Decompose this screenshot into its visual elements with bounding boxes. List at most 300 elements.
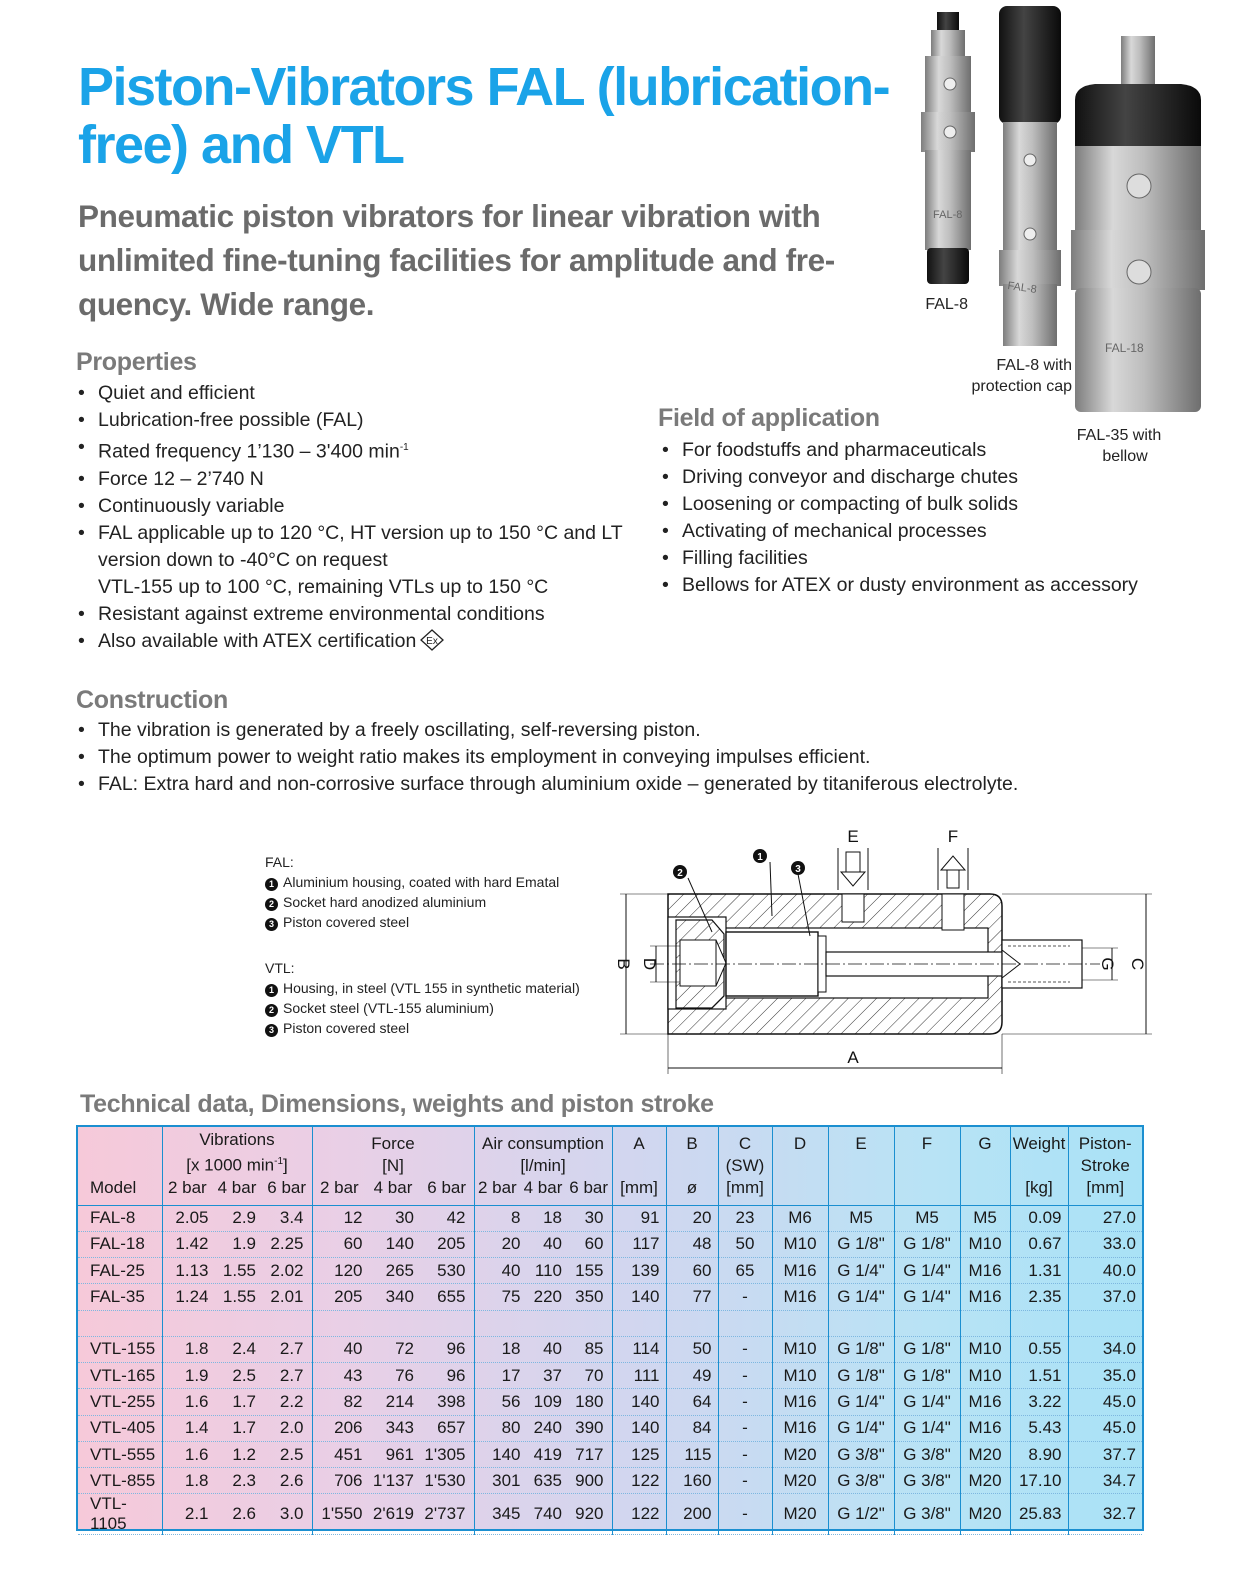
cell-value: 1.9 [184,1365,209,1385]
legend-heading: VTL: [265,960,295,976]
cell-d: M6 [772,1205,828,1231]
cell-value: 1'550 [321,1504,363,1524]
table-row [78,1231,1142,1257]
cell-value: 1.13 [175,1260,209,1280]
cell-g: M5 [960,1205,1010,1231]
col-header-f [894,1127,960,1205]
cell-c: - [718,1494,772,1535]
cell-weight: 5.43 [1010,1415,1068,1441]
cell-value: 920 [575,1504,604,1524]
spacer-cell [1068,1310,1142,1336]
cell-value: 110 [534,1260,562,1280]
value-group [313,1208,474,1228]
cell-air [474,1284,612,1310]
cell-d: M10 [772,1231,828,1257]
cell-e: G 3/8" [828,1468,894,1494]
cell-air [474,1468,612,1494]
caption-line: FAL-35 with [1076,427,1162,444]
superscript: -1 [399,442,409,453]
cell-value: 1'530 [424,1470,466,1490]
cell-vibrations [162,1441,312,1467]
cell-value: 1.7 [232,1418,256,1438]
value-group [475,1261,612,1281]
col-header-d [772,1127,828,1205]
data-table [78,1127,1142,1535]
cell-value: 43 [343,1365,363,1385]
list-item: • The vibration is generated by a freely oscillating, self-reversing piston. [76,717,1076,744]
cell-stroke: 35.0 [1068,1362,1142,1388]
subheader: 2 bar [477,1177,517,1197]
cell-c: - [718,1284,772,1310]
cell-value: 1.6 [184,1444,209,1464]
spacer-cell [474,1310,612,1336]
svg-text:D: D [640,957,659,971]
cell-a: 140 [612,1389,666,1415]
cell-stroke: 45.0 [1068,1415,1142,1441]
header-unit: [mm] [1086,1177,1125,1197]
subheader: 2 bar [319,1177,359,1197]
cell-vibrations [162,1231,312,1257]
cell-weight: 0.55 [1010,1336,1068,1362]
cell-e: G 1/4" [828,1258,894,1284]
cell-value: 75 [501,1287,521,1307]
cell-g: M16 [960,1389,1010,1415]
cell-weight: 0.09 [1010,1205,1068,1231]
cell-model: FAL-18 [78,1231,162,1257]
svg-text:F: F [947,827,959,846]
cell-c: 50 [718,1231,772,1257]
cell-value: 1.24 [175,1287,209,1307]
cell-value: 1.55 [222,1287,256,1307]
legend-text: Socket steel (VTL-155 aluminium) [283,1000,494,1016]
value-group [475,1208,612,1228]
cell-value: 2.5 [232,1365,256,1385]
cell-b: 20 [666,1205,718,1231]
cell-value: 40 [543,1339,562,1359]
list-item: • Force 12 – 2’740 N [76,466,636,493]
cell-force [312,1336,474,1362]
list-item: • Driving conveyor and discharge chutes [660,464,1140,491]
subheader: 4 bar [523,1177,563,1197]
cell-force [312,1362,474,1388]
cell-value: 740 [533,1504,562,1524]
cell-air [474,1415,612,1441]
cell-force [312,1258,474,1284]
cell-b: 77 [666,1284,718,1310]
header-text: Weight [1012,1133,1066,1153]
cell-value: 20 [501,1234,521,1254]
cell-b: 160 [666,1468,718,1494]
cell-value: 2.01 [270,1287,304,1307]
list-item [76,628,636,659]
cell-value: 3.0 [279,1504,304,1524]
cell-model: VTL-255 [78,1389,162,1415]
cell-value: 37 [543,1365,562,1385]
cell-g: M16 [960,1258,1010,1284]
value-group [475,1366,612,1386]
cell-weight: 3.22 [1010,1389,1068,1415]
legend-item [265,912,580,932]
list-item: • For foodstuffs and pharmaceuticals [660,437,1140,464]
cell-g: M16 [960,1284,1010,1310]
list-item: • Continuously variable [76,493,636,520]
cell-value: 140 [492,1444,521,1464]
cell-value: 340 [385,1287,414,1307]
cell-d: M16 [772,1284,828,1310]
header-text: Force [371,1133,415,1153]
legend-text: Socket hard anodized aluminium [283,894,487,910]
header-unit: (SW) [725,1155,765,1175]
cell-weight: 17.10 [1010,1468,1068,1494]
cell-c: - [718,1468,772,1494]
svg-text:1: 1 [757,852,763,863]
cell-value: 1.7 [232,1391,256,1411]
cell-model: VTL-855 [78,1468,162,1494]
cell-a: 122 [612,1468,666,1494]
cell-value: 70 [584,1365,604,1385]
value-group [163,1287,312,1307]
cell-value: 205 [334,1287,363,1307]
cell-b: 50 [666,1336,718,1362]
value-group [313,1418,474,1438]
header-text: Piston- [1078,1133,1132,1153]
cell-d: M20 [772,1468,828,1494]
cell-value: 657 [437,1418,466,1438]
table-row [78,1415,1142,1441]
value-group [163,1445,312,1465]
cell-e: M5 [828,1205,894,1231]
list-item: • Lubrication-free possible (FAL) [76,407,636,434]
svg-text:FAL-8: FAL-8 [1006,279,1038,296]
cell-value: 2.05 [175,1208,209,1228]
cell-air [474,1362,612,1388]
properties-heading: Properties [76,348,197,376]
cell-value: 40 [501,1260,521,1280]
pressure-subheaders [163,1177,312,1199]
cell-d: M16 [772,1258,828,1284]
value-group [475,1471,612,1491]
cell-value: 60 [584,1234,604,1254]
spacer-cell [666,1310,718,1336]
cell-value: 900 [575,1470,604,1490]
number-badge: 3 [265,918,278,931]
col-header-stroke [1068,1127,1142,1205]
cell-value: 120 [334,1260,363,1280]
table-row [78,1362,1142,1388]
caption-line: FAL-8 with [996,357,1072,374]
cell-g: M20 [960,1441,1010,1467]
cell-value: 2.4 [232,1339,256,1359]
cell-value: 2.3 [232,1470,256,1490]
cell-b: 84 [666,1415,718,1441]
table-row [78,1258,1142,1284]
header-text: G [978,1133,992,1153]
subheader: 6 bar [427,1177,467,1197]
col-header-e [828,1127,894,1205]
cell-value: 2.6 [232,1504,256,1524]
header-unit: [l/min] [520,1155,566,1175]
value-group [475,1287,612,1307]
cell-value: 390 [575,1418,604,1438]
material-legend [265,852,580,1038]
pressure-subheaders [313,1177,474,1199]
legend-item [265,892,580,912]
value-group [313,1287,474,1307]
cell-d: M16 [772,1389,828,1415]
cell-model: FAL-8 [78,1205,162,1231]
list-item-text: Rated frequency 1’130 – 3'400 min [98,440,400,463]
cell-a: 140 [612,1415,666,1441]
list-item: • Quiet and efficient [76,380,636,407]
list-item: • Bellows for ATEX or dusty environment as accessory [660,572,1140,599]
header-text: D [793,1133,807,1153]
cell-stroke: 37.0 [1068,1284,1142,1310]
cell-value: 60 [343,1234,363,1254]
svg-text:C: C [1128,957,1147,971]
svg-text:E: E [847,827,859,846]
value-group [313,1366,474,1386]
cell-value: 85 [584,1339,604,1359]
cell-e: G 3/8" [828,1441,894,1467]
header-text: A [633,1133,645,1153]
value-group [313,1339,474,1359]
spacer-cell [78,1310,162,1336]
cell-weight: 0.67 [1010,1231,1068,1257]
list-item-continuation: version down to -40°C on request [98,548,388,571]
cell-value: 398 [437,1391,466,1411]
cell-value: 72 [395,1339,414,1359]
cell-g: M10 [960,1336,1010,1362]
value-group [163,1366,312,1386]
spacer-cell [162,1310,312,1336]
value-group [163,1392,312,1412]
cell-f: G 1/8" [894,1231,960,1257]
cell-f: G 1/4" [894,1415,960,1441]
cell-force [312,1494,474,1535]
cell-value: 140 [385,1234,414,1254]
value-group [313,1445,474,1465]
cell-c: 23 [718,1205,772,1231]
application-heading: Field of application [658,404,880,432]
value-group [475,1392,612,1412]
cell-c: - [718,1336,772,1362]
cell-a: 111 [612,1362,666,1388]
cell-value: 240 [533,1418,562,1438]
cell-force [312,1441,474,1467]
spacer-cell [1010,1310,1068,1336]
cell-value: 1.2 [232,1444,256,1464]
svg-text:A: A [847,1048,859,1067]
cell-model: VTL-555 [78,1441,162,1467]
cell-value: 2.7 [279,1365,304,1385]
svg-text:G: G [1098,957,1117,971]
header-text: F [921,1133,933,1153]
value-group [163,1208,312,1228]
fal-35-photo [1071,36,1205,412]
header-text: Vibrations [199,1129,275,1149]
value-group [475,1234,612,1254]
col-header-c [718,1127,772,1205]
cell-air [474,1205,612,1231]
table-header-row [78,1127,1142,1205]
subtitle-line: unlimited fine-tuning facilities for amplitude and fre- [78,242,835,278]
cell-value: 18 [501,1339,521,1359]
cell-value: 12 [343,1208,363,1228]
number-badge: 2 [265,1004,278,1017]
spacer-cell [772,1310,828,1336]
svg-text:Ex: Ex [426,635,439,647]
cell-value: 80 [501,1418,521,1438]
list-item: • Resistant against extreme environmental conditions [76,601,636,628]
application-list [660,437,1140,599]
cell-d: M20 [772,1494,828,1535]
subtitle-line: quency. Wide range. [78,286,375,322]
table-row [78,1494,1142,1535]
cell-stroke: 45.0 [1068,1389,1142,1415]
list-item: • FAL applicable up to 120 °C, HT version up to 150 °C and LT [76,520,636,547]
cell-c: - [718,1415,772,1441]
header-unit: [kg] [1025,1177,1053,1197]
cell-value: 1'305 [424,1444,466,1464]
legend-item [265,872,580,892]
cell-value: 301 [492,1470,521,1490]
spacer-cell [960,1310,1010,1336]
table-row [78,1284,1142,1310]
cell-b: 64 [666,1389,718,1415]
cell-weight: 25.83 [1010,1494,1068,1535]
cell-value: 1.42 [175,1234,209,1254]
cell-weight: 2.35 [1010,1284,1068,1310]
cell-value: 717 [575,1444,604,1464]
cell-stroke: 34.7 [1068,1468,1142,1494]
cell-stroke: 34.0 [1068,1336,1142,1362]
cell-c: - [718,1362,772,1388]
list-item-text: Also available with ATEX certification [98,629,417,652]
value-group [163,1504,312,1524]
cell-c: 65 [718,1258,772,1284]
cell-value: 1.9 [232,1234,256,1254]
cell-value: 109 [533,1391,562,1411]
cell-c: - [718,1389,772,1415]
table-row [78,1336,1142,1362]
cell-f: G 1/4" [894,1389,960,1415]
col-header-model: Model [78,1127,162,1205]
cell-value: 76 [395,1365,414,1385]
number-badge: 1 [265,984,278,997]
cell-stroke: 32.7 [1068,1494,1142,1535]
cell-d: M20 [772,1441,828,1467]
cell-model: VTL-1105 [78,1494,162,1535]
cell-g: M10 [960,1231,1010,1257]
col-header-b [666,1127,718,1205]
list-item: • The optimum power to weight ratio makes its employment in conveying impulses efficient. [76,744,1076,771]
caption-line: bellow [1102,448,1148,465]
cell-vibrations [162,1336,312,1362]
value-group [163,1418,312,1438]
cell-value: 3.4 [279,1208,304,1228]
cell-f: G 3/8" [894,1494,960,1535]
pressure-subheaders [475,1177,612,1199]
cell-f: G 1/8" [894,1336,960,1362]
cell-model: FAL-25 [78,1258,162,1284]
cell-value: 17 [501,1365,521,1385]
fal-8-photo [921,12,975,284]
value-group [475,1339,612,1359]
cell-value: 2.5 [279,1444,304,1464]
value-group [475,1504,612,1524]
table-spacer-row [78,1310,1142,1336]
cell-vibrations [162,1205,312,1231]
cell-air [474,1231,612,1257]
cell-vibrations [162,1415,312,1441]
header-unit: [N] [382,1155,404,1175]
svg-text:B: B [614,958,633,970]
fal-8-cap-photo [999,6,1061,346]
technical-data-table [76,1125,1144,1534]
cell-value: 56 [501,1391,521,1411]
number-badge: 3 [265,1024,278,1037]
properties-list [76,380,636,659]
cell-value: 345 [492,1504,521,1524]
unit-text: ] [283,1155,288,1175]
value-group [163,1234,312,1254]
subheader: 6 bar [569,1177,609,1197]
cell-value: 205 [437,1234,466,1254]
list-item: • Loosening or compacting of bulk solids [660,491,1140,518]
table-row [78,1441,1142,1467]
legend-item [265,978,580,998]
table-title: Technical data, Dimensions, weights and piston stroke [80,1090,714,1118]
value-group [313,1471,474,1491]
number-badge: 2 [265,898,278,911]
cell-g: M10 [960,1362,1010,1388]
cell-d: M10 [772,1362,828,1388]
cell-value: 2.25 [270,1234,304,1254]
value-group [475,1418,612,1438]
legend-text: Housing, in steel (VTL 155 in synthetic material) [283,980,580,996]
spacer-cell [828,1310,894,1336]
superscript: -1 [274,1155,284,1167]
spacer-cell [312,1310,474,1336]
cell-value: 8 [511,1208,521,1228]
cell-stroke: 37.7 [1068,1441,1142,1467]
cell-value: 706 [334,1470,363,1490]
unit-text: [x 1000 min [186,1155,275,1175]
caption-fal-8-cap [920,355,1072,397]
cell-value: 419 [533,1444,562,1464]
cell-stroke: 33.0 [1068,1231,1142,1257]
cell-value: 220 [533,1287,562,1307]
cell-value: 155 [575,1260,604,1280]
cell-a: 139 [612,1258,666,1284]
cell-model: FAL-35 [78,1284,162,1310]
cell-weight: 1.51 [1010,1362,1068,1388]
cell-b: 48 [666,1231,718,1257]
subheader: 2 bar [167,1177,207,1197]
cell-stroke: 27.0 [1068,1205,1142,1231]
cell-value: 42 [446,1208,466,1228]
legend-item [265,1018,580,1038]
svg-text:2: 2 [677,868,683,879]
cell-e: G 1/8" [828,1362,894,1388]
atex-ex-icon [420,629,444,659]
subtitle-line: Pneumatic piston vibrators for linear vibration with [78,198,821,234]
cell-value: 2.7 [279,1339,304,1359]
cell-model: VTL-155 [78,1336,162,1362]
cell-force [312,1468,474,1494]
legend-text: Aluminium housing, coated with hard Ematal [283,874,560,890]
cell-air [474,1258,612,1284]
